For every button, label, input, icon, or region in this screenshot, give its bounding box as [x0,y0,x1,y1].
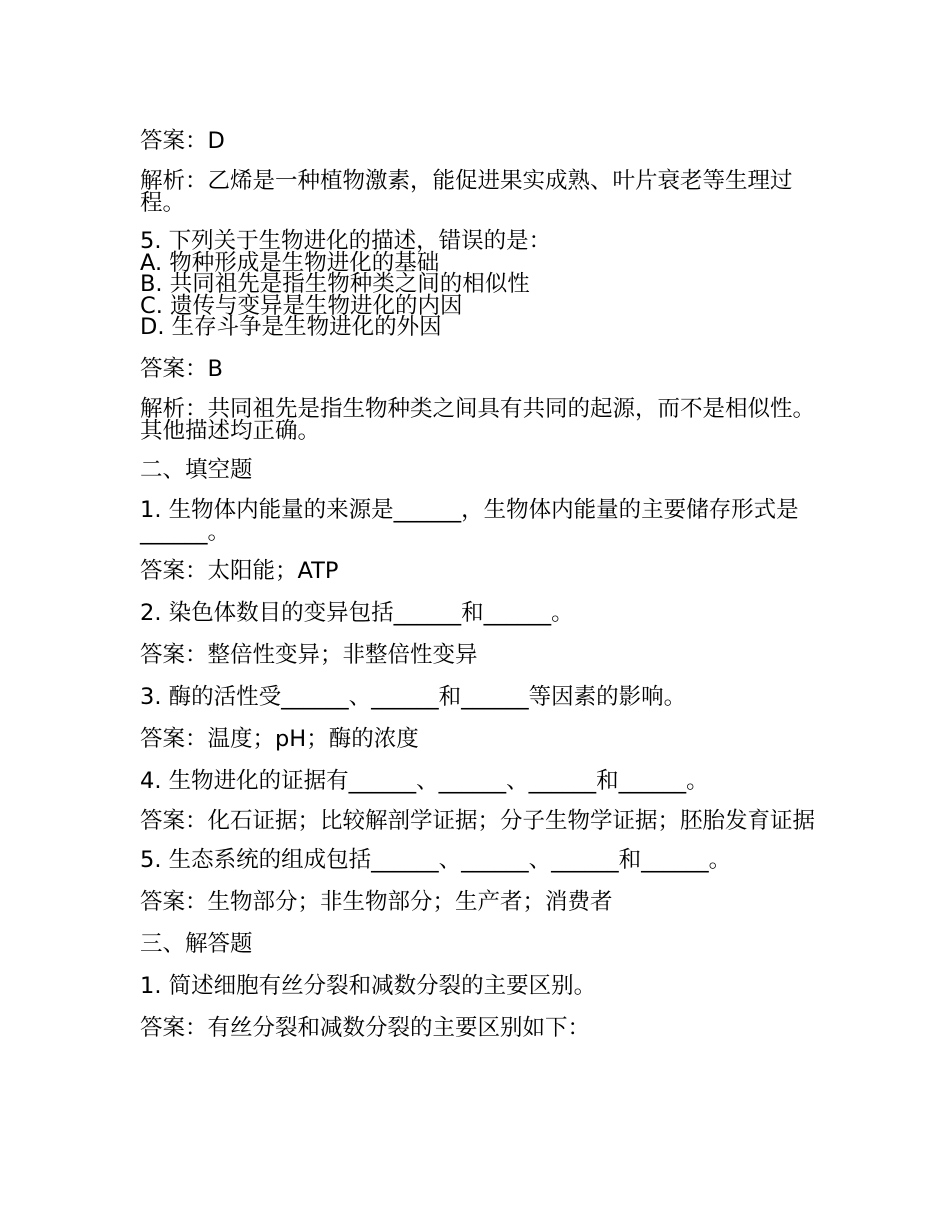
fill-answer-5: 答案：生物部分；非生物部分；生产者；消费者 [140,888,613,915]
fill-question-1: 1. 生物体内能量的来源是______，生物体内能量的主要储存形式是______。 [140,496,799,545]
short-question-1: 1. 简述细胞有丝分裂和减数分裂的主要区别。 [140,972,597,999]
fill-question-3: 3. 酶的活性受______、______和______等因素的影响。 [140,683,687,710]
explanation-prev: 解析：乙烯是一种植物激素，能促进果实成熟、叶片衰老等生理过程。 [140,168,793,216]
question-5-option-c: C. 遗传与变异是生物进化的内因 [140,292,463,319]
fill-answer-4: 答案：化石证据；比较解剖学证据；分子生物学证据；胚胎发育证据 [140,807,816,834]
section-short-answer-heading: 三、解答题 [140,930,253,957]
answer-5: 答案：B [140,355,223,382]
question-5: 5. 下列关于生物进化的描述，错误的是： [140,228,552,254]
fill-question-4: 4. 生物进化的证据有______、______、______和______。 [140,767,709,794]
fill-answer-1: 答案：太阳能；ATP [140,557,339,584]
section-fill-in-heading: 二、填空题 [140,456,253,483]
short-answer-1: 答案：有丝分裂和减数分裂的主要区别如下： [140,1014,591,1041]
answer-prev: 答案：D [140,128,225,154]
document-page [140,128,820,1042]
question-5-option-b: B. 共同祖先是指生物种类之间的相似性 [140,271,530,297]
fill-answer-3: 答案：温度；pH；酶的浓度 [140,725,419,752]
fill-question-2: 2. 染色体数目的变异包括______和______。 [140,599,574,626]
question-5-option-a: A. 物种形成是生物进化的基础 [140,249,440,276]
fill-answer-2: 答案：整倍性变异；非整倍性变异 [140,641,478,668]
fill-question-5: 5. 生态系统的组成包括______、______、______和______。 [140,846,732,873]
question-5-option-d: D. 生存斗争是生物进化的外因 [140,314,442,340]
explanation-5: 解析：共同祖先是指生物种类之间具有共同的起源，而不是相似性。其他描述均正确。 [140,395,816,444]
